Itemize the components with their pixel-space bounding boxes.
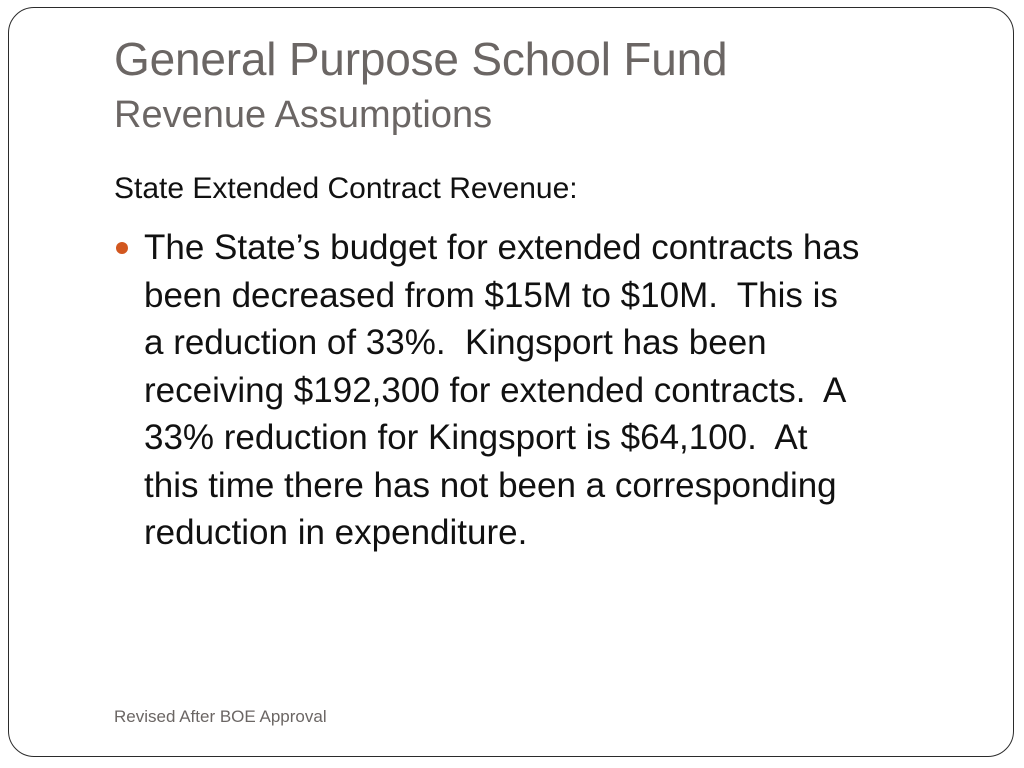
bullet-dot-icon (116, 242, 128, 254)
bullet-list (112, 224, 972, 557)
bullet-line: The State’s budget for extended contracts has (144, 228, 860, 267)
bullet-line: receiving $192,300 for extended contracts. A (144, 370, 847, 410)
slide-title (114, 33, 974, 136)
bullet-line: a reduction of 33%. Kingsport has been (144, 323, 767, 362)
section-heading: State Extended Contract Revenue: (114, 172, 578, 205)
bullet-line: 33% reduction for Kingsport is $64,100. At (144, 418, 808, 457)
title-main: General Purpose School Fund (114, 33, 728, 85)
bullet-line: been decreased from $15M to $10M. This is (144, 275, 838, 315)
bullet-line: this time there has not been a corresponding (144, 465, 837, 505)
bullet-line: reduction in expenditure. (144, 513, 528, 552)
bullet-text (144, 224, 972, 557)
bullet-item (112, 224, 972, 557)
slide-footer: Revised After BOE Approval (114, 707, 327, 726)
title-subtitle: Revenue Assumptions (114, 94, 493, 136)
